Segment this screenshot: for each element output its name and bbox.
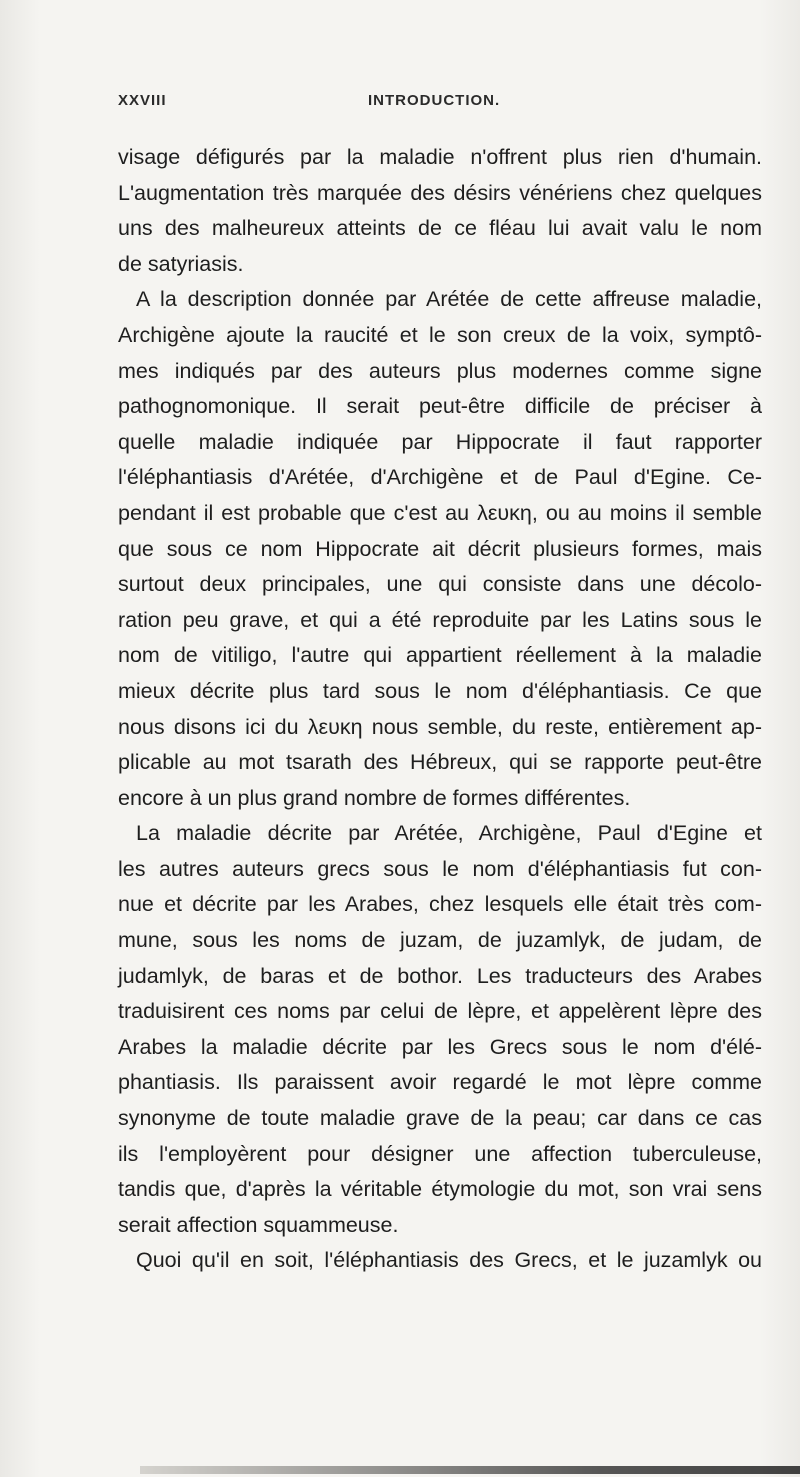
text-line: Arabes la maladie décrite par les Grecs sous le nom d'élé- (118, 1034, 762, 1059)
text-line: de satyriasis. (118, 251, 244, 276)
text-line: visage défigurés par la maladie n'offrent plus rien d'humain. (118, 145, 762, 169)
text-line: pendant il est probable que c'est au λευκη, ou au moins il semble (118, 500, 762, 525)
text-line: les autres auteurs grecs sous le nom d'éléphantiasis fut con- (118, 856, 762, 881)
text-line: Archigène ajoute la raucité et le son creux de la voix, symptô- (118, 322, 762, 347)
running-title: INTRODUCTION. (368, 92, 501, 109)
text-line: mune, sous les noms de juzam, de juzamlyk, de judam, de (118, 928, 762, 953)
text-line: tandis que, d'après la véritable étymologie du mot, son vrai sens (118, 1177, 762, 1202)
text-line: uns des malheureux atteints de ce fléau lui avait valu le nom (118, 216, 762, 241)
text-line: encore à un plus grand nombre de formes différentes. (118, 785, 631, 810)
text-line: A la description donnée par Arétée de cette affreuse maladie, (136, 287, 762, 312)
text-line: nom de vitiligo, l'autre qui appartient réellement à la maladie (118, 643, 762, 668)
text-line: pathognomonique. Il serait peut-être difficile de préciser à (118, 394, 762, 419)
text-line: l'éléphantiasis d'Arétée, d'Archigène et de Paul d'Egine. Ce- (118, 465, 762, 490)
page-edge-shadow (140, 1466, 800, 1474)
text-line: serait affection squammeuse. (118, 1212, 399, 1237)
text-line: traduisirent ces noms par celui de lèpre, et appelèrent lèpre des (118, 999, 762, 1024)
text-line: que sous ce nom Hippocrate ait décrit plusieurs formes, mais (118, 536, 762, 561)
body-text (118, 140, 762, 1279)
text-line: surtout deux principales, une qui consiste dans une décolo- (118, 572, 762, 597)
text-line: ils l'employèrent pour désigner une affection tuberculeuse, (118, 1141, 762, 1166)
text-line: synonyme de toute maladie grave de la peau; car dans ce cas (118, 1106, 762, 1131)
text-line: nue et décrite par les Arabes, chez lesquels elle était très com- (118, 892, 762, 917)
text-line: judamlyk, de baras et de bothor. Les traducteurs des Arabes (118, 963, 762, 988)
text-line: nous disons ici du λευκη nous semble, du reste, entièrement ap- (118, 714, 762, 739)
text-line: plicable au mot tsarath des Hébreux, qui se rapporte peut-être (118, 750, 762, 775)
running-head (118, 92, 758, 112)
page-number: XXVIII (118, 92, 167, 109)
text-line: mieux décrite plus tard sous le nom d'éléphantiasis. Ce que (118, 678, 762, 703)
text-line: quelle maladie indiquée par Hippocrate il faut rapporter (118, 429, 762, 454)
text-line: phantiasis. Ils paraissent avoir regardé le mot lèpre comme (118, 1070, 762, 1095)
text-line: mes indiqués par des auteurs plus modernes comme signe (118, 358, 762, 383)
text-line: ration peu grave, et qui a été reproduite par les Latins sous le (118, 607, 762, 632)
text-line: L'augmentation très marquée des désirs vénériens chez quelques (118, 180, 762, 205)
text-line: Quoi qu'il en soit, l'éléphantiasis des Grecs, et le juzamlyk ou (136, 1248, 762, 1273)
text-line: La maladie décrite par Arétée, Archigène, Paul d'Egine et (136, 821, 762, 846)
